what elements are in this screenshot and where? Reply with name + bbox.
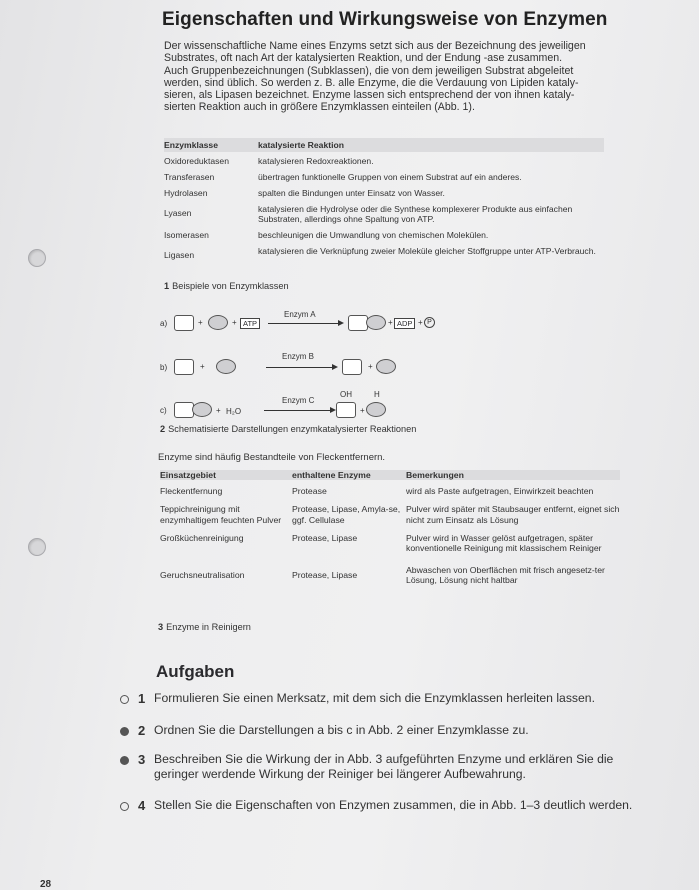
reaction-a	[160, 310, 460, 340]
reaction-label: b)	[160, 363, 168, 372]
table-row	[164, 246, 604, 260]
filled-bullet-icon	[120, 756, 129, 765]
binder-hole-top	[28, 249, 46, 267]
reaction-label: c)	[160, 406, 167, 415]
cell-enzyme: Protease, Lipase	[292, 532, 358, 543]
tasks-heading: Aufgaben	[156, 662, 235, 681]
adp-label: ADP	[394, 318, 415, 329]
product-shape	[366, 315, 386, 330]
table-row	[164, 188, 604, 198]
reaction-arrow	[264, 410, 334, 411]
intro-paragraph	[164, 40, 604, 114]
page-title: Eigenschaften und Wirkungsweise von Enzymen	[162, 9, 608, 30]
cell-enzyme: Protease, Lipase, Amyla-se, ggf. Cellulase	[292, 504, 401, 525]
caption-text: Beispiele von Enzymklassen	[172, 281, 289, 291]
oh-label: OH	[340, 390, 352, 399]
intro-line: sierten Reaktion auch in größere Enzymklassen einteilen (Abb. 1).	[164, 101, 475, 114]
cleaner-table	[160, 470, 620, 586]
cell-reaktion: spalten die Bindungen unter Einsatz von Wasser.	[258, 188, 445, 198]
intro-line: Der wissenschaftliche Name eines Enzyms setzt sich aus der Bezeichnung des jeweiligen	[164, 40, 586, 52]
plus-sign: +	[198, 318, 203, 327]
header-einsatzgebiet: Einsatzgebiet	[160, 470, 216, 480]
table-row	[164, 156, 604, 166]
cell-reaktion: katalysieren Redoxreaktionen.	[258, 156, 374, 166]
cell-klasse: Hydrolasen	[164, 188, 208, 198]
page-number: 28	[40, 879, 52, 890]
intro-line: sieren, als Lipasen bezeichnet. Enzyme lassen sich entsprechend der von ihnen kataly-	[164, 89, 575, 102]
cell-gebiet: Geruchsneutralisation	[160, 570, 245, 581]
table-row	[160, 533, 620, 553]
h-label: H	[374, 390, 380, 399]
product-shape	[366, 402, 386, 417]
filled-bullet-icon	[120, 727, 129, 736]
substrate-shape	[192, 402, 212, 417]
substrate-shape	[216, 359, 236, 374]
cell-bemerkung: Pulver wird später mit Staubsauger entfernt, eignet sich nicht zum Einsatz als Lösung	[406, 504, 620, 525]
table-row	[164, 172, 604, 182]
header-reaktion: katalysierte Reaktion	[258, 140, 344, 150]
caption-text: Schematisierte Darstellungen enzymkatalysierter Reaktionen	[168, 424, 417, 434]
cell-klasse: Transferasen	[164, 172, 215, 182]
table-header	[164, 138, 604, 152]
cell-reaktion: katalysieren die Hydrolyse oder die Synthese komplexerer Produkte aus einfachen Substraten, allerdings ohne Spaltung von ATP.	[258, 204, 573, 224]
cell-bemerkung: Abwaschen von Oberflächen mit frisch angesetz-ter Lösung, Lösung nicht haltbar	[406, 565, 605, 586]
circle-bullet-icon	[120, 695, 129, 704]
cell-enzyme: Protease, Lipase	[292, 570, 358, 581]
table-row	[160, 565, 620, 585]
plus-sign: +	[360, 406, 365, 415]
enzyme-label: Enzym C	[282, 396, 315, 405]
reaction-label: a)	[160, 319, 168, 328]
figure1-caption	[164, 281, 289, 291]
plus-sign: +	[388, 318, 393, 327]
caption-number: 1	[164, 281, 170, 291]
cell-enzyme: Protease	[292, 486, 327, 497]
section-subtitle: Enzyme sind häufig Bestandteile von Fleckentfernern.	[158, 452, 386, 463]
binder-hole-bottom	[28, 538, 46, 556]
intro-line: Auch Gruppenbezeichnungen (Subklassen), die von dem jeweiligen Substrat abgeleitet	[164, 64, 574, 77]
plus-sign: +	[368, 362, 373, 371]
reaction-arrow	[268, 323, 342, 324]
intro-line: werden, sind üblich. So werden z. B. alle Enzyme, die die Verdauung von Lipiden kataly-	[164, 76, 579, 89]
cell-reaktion: übertragen funktionelle Gruppen von einem Substrat auf ein anderes.	[258, 172, 522, 182]
water-label: H₂O	[226, 407, 242, 416]
enzyme-class-table	[164, 138, 604, 260]
cell-klasse: Isomerasen	[164, 230, 209, 240]
task-number: 2	[138, 723, 146, 738]
cell-reaktion: beschleunigen die Umwandlung von chemischen Molekülen.	[258, 230, 489, 240]
reaction-b	[160, 350, 460, 380]
reaction-c	[160, 388, 460, 418]
cell-reaktion: katalysieren die Verknüpfung zweier Moleküle gleicher Stoffgruppe unter ATP-Verbrauch.	[258, 246, 596, 256]
enzyme-label: Enzym B	[282, 352, 315, 361]
cell-klasse: Ligasen	[164, 250, 195, 260]
cell-gebiet: Teppichreinigung mit enzymhaltigem feuchten Pulver	[160, 504, 282, 525]
product-shape	[376, 359, 396, 374]
task-text: Beschreiben Sie die Wirkung der in Abb. 3 aufgeführten Enzyme und erklären Sie die geringer werdende Wirkung der Reiniger bei längerer Aufbewahrung.	[154, 752, 614, 781]
plus-sign: +	[418, 318, 423, 327]
cell-bemerkung: Pulver wird in Wasser gelöst aufgetragen, später konventionelle Reinigung mit klassischem Reiniger	[406, 532, 602, 554]
header-bemerkungen: Bemerkungen	[406, 470, 464, 480]
product-shape	[348, 315, 368, 331]
task-text: Stellen Sie die Eigenschaften von Enzymen zusammen, die in Abb. 1–3 deutlich werden.	[154, 798, 633, 812]
task-number: 3	[138, 752, 146, 767]
cell-klasse: Oxidoreduktasen	[164, 156, 229, 166]
substrate-shape	[174, 402, 194, 418]
table-header	[160, 470, 620, 480]
header-enzyme: enthaltene Enzyme	[292, 470, 371, 480]
figure3-caption	[158, 622, 251, 632]
header-enzymklasse: Enzymklasse	[164, 140, 218, 150]
substrate-shape	[174, 315, 194, 331]
circle-bullet-icon	[120, 802, 129, 811]
substrate-shape	[208, 315, 228, 330]
phosphate-icon: P	[424, 317, 435, 328]
caption-number: 3	[158, 622, 164, 632]
table-row	[164, 204, 604, 224]
product-shape	[336, 402, 356, 418]
plus-sign: +	[232, 318, 237, 327]
atp-label: ATP	[240, 318, 260, 329]
enzyme-label: Enzym A	[284, 310, 316, 319]
figure2-caption	[160, 424, 416, 434]
caption-number: 2	[160, 424, 166, 434]
cell-klasse: Lyasen	[164, 208, 192, 218]
product-shape	[342, 359, 362, 375]
substrate-shape	[174, 359, 194, 375]
table-row	[160, 504, 620, 524]
cell-bemerkung: wird als Paste aufgetragen, Einwirkzeit beachten	[406, 486, 594, 497]
task-number: 4	[138, 798, 146, 813]
task-number: 1	[138, 691, 146, 706]
cell-gebiet: Fleckentfernung	[160, 486, 223, 497]
intro-line: Substrates, oft nach Art der katalysierten Reaktion, und der Endung -ase zusammen.	[164, 52, 563, 65]
reaction-arrow	[266, 367, 336, 368]
caption-text: Enzyme in Reinigern	[166, 622, 251, 632]
table-row	[160, 486, 620, 496]
table-row	[164, 230, 604, 240]
plus-sign: +	[200, 362, 205, 371]
task-text: Formulieren Sie einen Merksatz, mit dem sich die Enzymklassen herleiten lassen.	[154, 691, 595, 705]
task-text: Ordnen Sie die Darstellungen a bis c in Abb. 2 einer Enzymklasse zu.	[154, 723, 529, 737]
cell-gebiet: Großküchenreinigung	[160, 532, 244, 543]
plus-sign: +	[216, 406, 221, 415]
